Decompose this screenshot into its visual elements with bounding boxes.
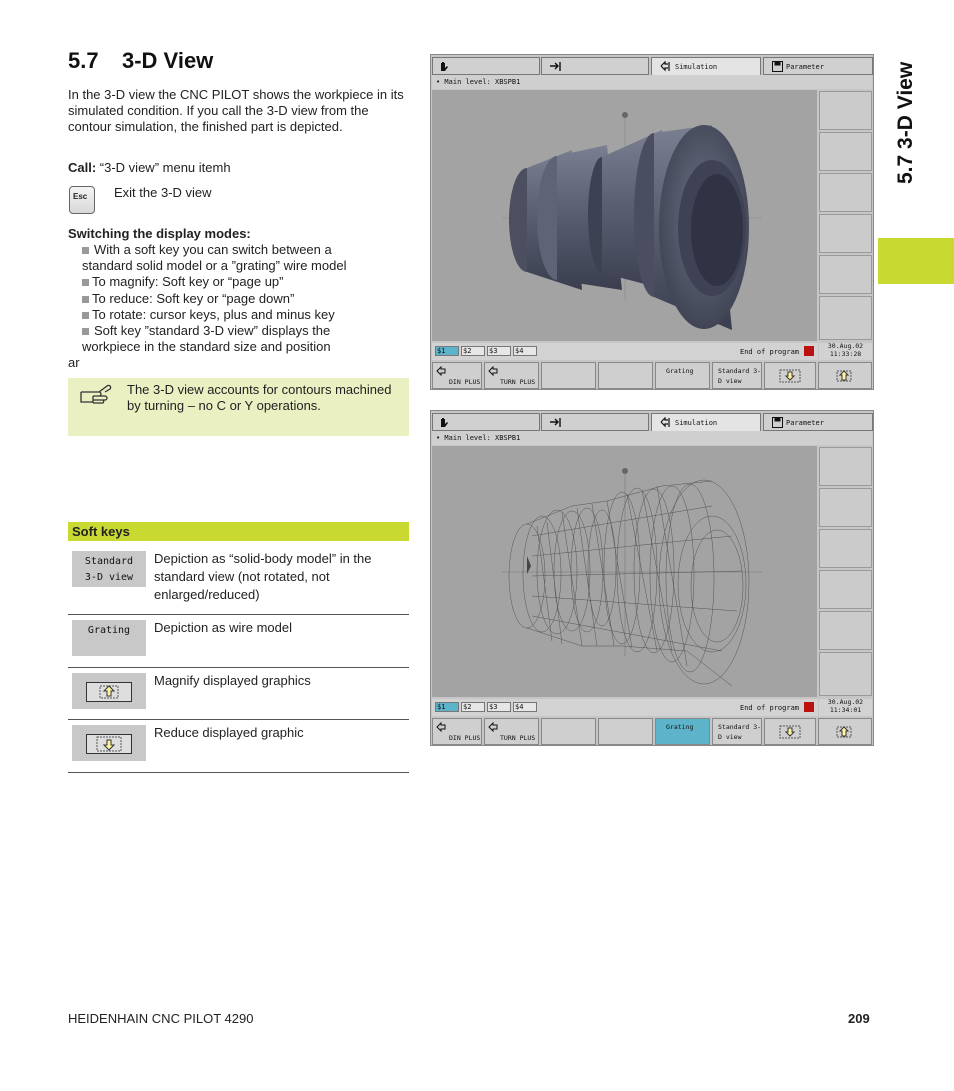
standard-3d-view-softkey: Standard 3-D view bbox=[72, 551, 146, 587]
trailing-text: ar bbox=[68, 355, 80, 371]
vertical-softkey-5[interactable] bbox=[819, 611, 872, 650]
vertical-softkey-3[interactable] bbox=[819, 529, 872, 568]
list-item: With a soft key you can switch between a standard solid model or a ”grating” wire model bbox=[82, 242, 347, 274]
call-line bbox=[68, 160, 408, 176]
reduce-softkey bbox=[72, 725, 146, 761]
vertical-softkey-3[interactable] bbox=[819, 173, 872, 212]
side-chapter-tab bbox=[878, 238, 954, 284]
esc-description: Exit the 3-D view bbox=[114, 185, 212, 200]
list-item: Soft key ”standard 3-D view” displays the workpiece in the standard size and position bbox=[82, 323, 331, 355]
side-chapter-label: 5.7 3-D View bbox=[894, 61, 917, 184]
vertical-softkey-1[interactable] bbox=[819, 447, 872, 486]
vertical-softkey-1[interactable] bbox=[819, 91, 872, 130]
horizontal-softkey-4[interactable] bbox=[598, 362, 653, 389]
turn-plus-softkey[interactable]: TURN PLUS bbox=[484, 718, 539, 745]
floppy-icon bbox=[772, 61, 783, 72]
program-arrow-icon bbox=[550, 418, 562, 427]
simulation-icon bbox=[660, 61, 672, 72]
hand-icon bbox=[439, 417, 449, 428]
tab-machine[interactable] bbox=[432, 57, 540, 75]
tab-parameter[interactable]: Parameter bbox=[763, 57, 873, 75]
din-plus-softkey[interactable]: DIN PLUS bbox=[432, 362, 482, 389]
grating-softkey[interactable]: Grating bbox=[655, 362, 710, 389]
din-plus-softkey[interactable]: DIN PLUS bbox=[432, 718, 482, 745]
turn-plus-arrow-icon bbox=[488, 722, 498, 732]
magnify-arrow-icon bbox=[833, 725, 855, 739]
horizontal-softkey-4[interactable] bbox=[598, 718, 653, 745]
grating-softkey[interactable]: Grating bbox=[655, 718, 710, 745]
table-row bbox=[68, 541, 409, 615]
switching-list bbox=[68, 242, 383, 372]
vertical-softkey-2[interactable] bbox=[819, 488, 872, 527]
tab-simulation[interactable]: Simulation bbox=[651, 57, 761, 75]
floppy-icon bbox=[772, 417, 783, 428]
magnify-arrow-icon bbox=[833, 369, 855, 383]
softkey-description: Reduce displayed graphic bbox=[154, 725, 304, 740]
tab-program[interactable] bbox=[541, 57, 649, 75]
din-plus-arrow-icon bbox=[436, 722, 446, 732]
cnc-screen-solid bbox=[430, 54, 874, 390]
footer-manual-title: HEIDENHAIN CNC PILOT 4290 bbox=[68, 1011, 254, 1026]
section-number: 5.7 bbox=[68, 48, 99, 73]
vertical-softkey-4[interactable] bbox=[819, 214, 872, 253]
vertical-softkey-6[interactable] bbox=[819, 296, 872, 340]
horizontal-softkey-3[interactable] bbox=[541, 362, 596, 389]
solid-workpiece-graphic bbox=[432, 90, 817, 341]
page-number: 209 bbox=[848, 1011, 870, 1026]
channel-4[interactable]: $4 bbox=[513, 346, 537, 356]
alarm-icon bbox=[804, 702, 814, 712]
status-line: • Main level: XBSPB1 bbox=[432, 431, 872, 445]
call-label: Call: bbox=[68, 160, 97, 175]
channel-1[interactable]: $1 bbox=[435, 702, 459, 712]
note-text: The 3-D view accounts for contours machined by turning – no C or Y operations. bbox=[127, 382, 392, 414]
page-title bbox=[68, 48, 213, 74]
end-of-program-text: End of program bbox=[740, 348, 800, 356]
tab-program[interactable] bbox=[541, 413, 649, 431]
din-plus-arrow-icon bbox=[436, 366, 446, 376]
channel-bar bbox=[432, 699, 818, 716]
channel-bar bbox=[432, 343, 818, 360]
magnify-softkey bbox=[72, 673, 146, 709]
simulation-icon bbox=[660, 417, 672, 428]
vertical-softkey-5[interactable] bbox=[819, 255, 872, 294]
clock-display: 30.Aug.02 11:34:01 bbox=[819, 699, 872, 716]
magnify-arrow-icon bbox=[86, 682, 132, 702]
program-arrow-icon bbox=[550, 62, 562, 71]
pointing-hand-icon bbox=[80, 384, 112, 404]
list-item: To reduce: Soft key or “page down” bbox=[68, 291, 383, 307]
softkey-description: Magnify displayed graphics bbox=[154, 673, 311, 688]
grating-softkey: Grating bbox=[72, 620, 146, 656]
channel-1[interactable]: $1 bbox=[435, 346, 459, 356]
horizontal-softkey-3[interactable] bbox=[541, 718, 596, 745]
softkey-description: Depiction as wire model bbox=[154, 620, 293, 635]
vertical-softkey-2[interactable] bbox=[819, 132, 872, 171]
table-row bbox=[68, 667, 409, 720]
turn-plus-arrow-icon bbox=[488, 366, 498, 376]
reduce-arrow-icon bbox=[779, 369, 801, 383]
graphics-viewport[interactable] bbox=[432, 446, 817, 697]
channel-4[interactable]: $4 bbox=[513, 702, 537, 712]
reduce-softkey[interactable] bbox=[764, 362, 816, 389]
tab-machine[interactable] bbox=[432, 413, 540, 431]
reduce-arrow-icon bbox=[86, 734, 132, 754]
graphics-viewport[interactable] bbox=[432, 90, 817, 341]
intro-paragraph: In the 3-D view the CNC PILOT shows the workpiece in its simulated condition. If you call the 3-D view from the contour simulation, the finished part is depicted. bbox=[68, 87, 404, 135]
softkeys-header: Soft keys bbox=[68, 522, 409, 541]
magnify-softkey[interactable] bbox=[818, 718, 872, 745]
status-line: • Main level: XBSPB1 bbox=[432, 75, 872, 89]
magnify-softkey[interactable] bbox=[818, 362, 872, 389]
turn-plus-softkey[interactable]: TURN PLUS bbox=[484, 362, 539, 389]
end-of-program-text: End of program bbox=[740, 704, 800, 712]
esc-key-icon: Esc bbox=[69, 186, 95, 214]
wire-workpiece-graphic bbox=[432, 446, 817, 697]
softkey-description: Depiction as “solid-body model” in the standard view (not rotated, not enlarged/reduced) bbox=[154, 551, 372, 602]
list-item: To rotate: cursor keys, plus and minus key bbox=[68, 307, 383, 323]
tab-simulation[interactable]: Simulation bbox=[651, 413, 761, 431]
hand-icon bbox=[439, 61, 449, 72]
reduce-arrow-icon bbox=[779, 725, 801, 739]
alarm-icon bbox=[804, 346, 814, 356]
section-title: 3-D View bbox=[122, 48, 214, 73]
tab-parameter[interactable]: Parameter bbox=[763, 413, 873, 431]
table-row bbox=[68, 614, 409, 668]
standard-3d-view-softkey[interactable]: Standard 3-D view bbox=[712, 362, 762, 389]
channel-2[interactable]: $2 bbox=[461, 702, 485, 712]
clock-display: 30.Aug.02 11:33:28 bbox=[819, 343, 872, 360]
cnc-screen-wire bbox=[430, 410, 874, 746]
call-text: “3-D view” menu itemh bbox=[99, 160, 231, 175]
vertical-softkey-4[interactable] bbox=[819, 570, 872, 609]
standard-3d-view-softkey[interactable]: Standard 3-D view bbox=[712, 718, 762, 745]
channel-3[interactable]: $3 bbox=[487, 702, 511, 712]
reduce-softkey[interactable] bbox=[764, 718, 816, 745]
channel-3[interactable]: $3 bbox=[487, 346, 511, 356]
channel-2[interactable]: $2 bbox=[461, 346, 485, 356]
switching-heading: Switching the display modes: bbox=[68, 226, 251, 241]
list-item: To magnify: Soft key or “page up” bbox=[68, 274, 383, 290]
vertical-softkey-6[interactable] bbox=[819, 652, 872, 696]
table-row bbox=[68, 719, 409, 773]
note-box bbox=[68, 378, 409, 436]
